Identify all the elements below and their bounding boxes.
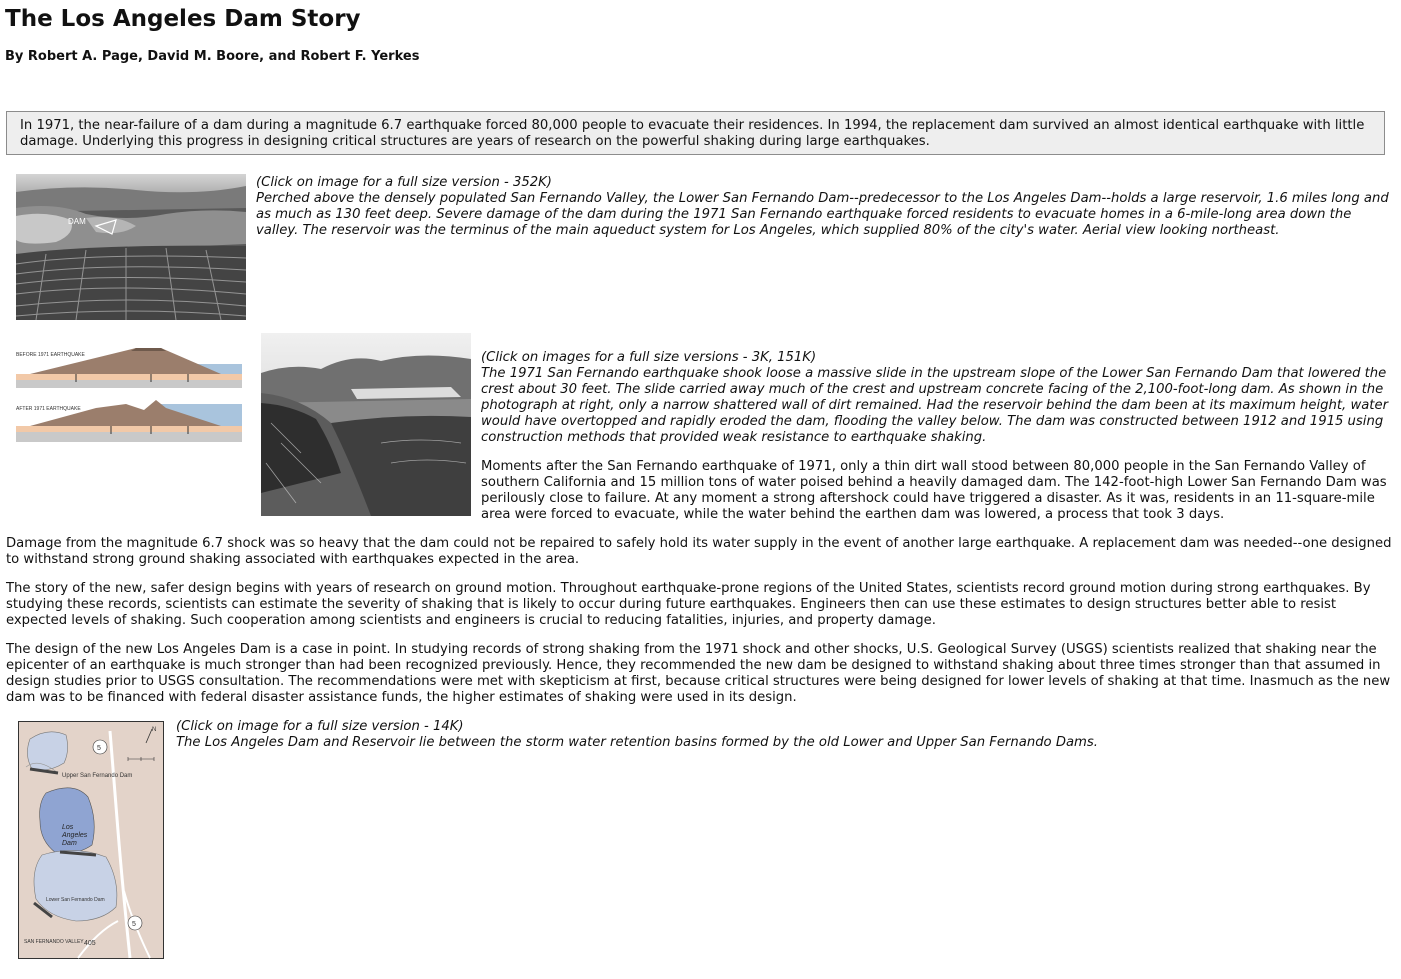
abstract-text: In 1971, the near-failure of a dam during a magnitude 6.7 earthquake forced 80,000 people to evacuate their residences. In 1994, the replacement dam survived an almost identical earthquake with little damage. Underlying this progress in designing critical structures are years of research on the powerful shaking during large earthquakes. bbox=[20, 118, 1365, 149]
hwy-5-lower: 5 bbox=[132, 921, 136, 928]
hwy-405: 405 bbox=[84, 940, 96, 947]
design-paragraph: The design of the new Los Angeles Dam is a case in point. In studying records of strong shaking from the 1971 shock and other shocks, U.S. Geological Survey (USGS) scientists realized that shaking near the epicenter of an earthquake is much stronger than had been recognized previously. Hence, they recommended the new dam be designed to withstand shaking about three times stronger than that assumed in design studies prior to USGS consultation. The recommendations were met with skepticism at first, because critical structures were being designed for lower levels of shaking at that time. Inasmuch as the new dam was to be financed with federal disaster assistance funds, the higher estimates of shaking were used in its design. bbox=[6, 642, 1391, 705]
damage-paragraph: Damage from the magnitude 6.7 shock was so heavy that the dam could not be repaired to safely hold its water supply in the event of another large earthquake. A replacement dam was needed--one designed to withstand strong ground shaking associated with earthquakes expected in the area. bbox=[6, 536, 1392, 567]
abstract-box bbox=[6, 111, 1385, 155]
byline: By Robert A. Page, David M. Boore, and Robert F. Yerkes bbox=[5, 49, 420, 64]
damaged-dam-photo-link[interactable] bbox=[261, 333, 471, 516]
story-paragraph: The story of the new, safer design begins with years of research on ground motion. Throughout earthquake-prone regions of the United States, scientists record ground motion during strong earthquakes. By studying these records, scientists can estimate the severity of shaking that is likely to occur during future earthquakes. Engineers then can use these estimates to design structures better able to resist expected levels of shaking. Such cooperation among scientists and engineers is crucial to reducing fatalities, injuries, and property damage. bbox=[6, 581, 1371, 628]
cross-section-link[interactable] bbox=[16, 342, 242, 444]
aerial-photo bbox=[16, 174, 246, 320]
aerial-photo-link[interactable] bbox=[16, 174, 246, 320]
diagram-before-label: BEFORE 1971 EARTHQUAKE bbox=[16, 352, 85, 358]
figure2-caption bbox=[481, 350, 1391, 446]
diagram-after-label: AFTER 1971 EARTHQUAKE bbox=[16, 406, 81, 412]
cross-section-diagram bbox=[16, 342, 242, 444]
damaged-dam-photo bbox=[261, 333, 471, 516]
figure3-caption bbox=[176, 719, 1376, 751]
la-dam-label-1: Los bbox=[62, 824, 74, 831]
figure1-caption-link[interactable]: (Click on image for a full size version - 352K) bbox=[256, 175, 552, 190]
lower-dam-label: Lower San Fernando Dam bbox=[46, 897, 105, 903]
figure3-caption-text: The Los Angeles Dam and Reservoir lie between the storm water retention basins formed by the old Lower and Upper San Fernando Dams. bbox=[176, 735, 1098, 750]
figure3-caption-link[interactable]: (Click on image for a full size version - 14K) bbox=[176, 719, 464, 734]
valley-label: SAN FERNANDO VALLEY bbox=[24, 939, 84, 945]
north-arrow: N bbox=[152, 727, 157, 733]
dam-photo-label: DAM bbox=[68, 217, 86, 226]
reservoir-map bbox=[18, 721, 164, 959]
hwy-5-upper: 5 bbox=[97, 745, 101, 752]
moments-paragraph: Moments after the San Fernando earthquake of 1971, only a thin dirt wall stood between 80,000 people in the San Fernando Valley of southern California and 15 million tons of water poised behind a heavily damaged dam. The 142-foot-high Lower San Fernando Dam was perilously close to failure. At any moment a strong aftershock could have triggered a disaster. As it was, residents in an 11-square-mile area were forced to evacuate, while the water behind the earthen dam was lowered, a process that took 3 days. bbox=[481, 459, 1387, 522]
reservoir-map-link[interactable] bbox=[18, 721, 164, 959]
figure2-caption-link[interactable]: (Click on images for a full size versions - 3K, 151K) bbox=[481, 350, 817, 365]
figure1-caption-text: Perched above the densely populated San Fernando Valley, the Lower San Fernando Dam--predecessor to the Los Angeles Dam--holds a large reservoir, 1.6 miles long and as much as 130 feet deep. Severe damage of the dam during the 1971 San Fernando earthquake forced residents to evacuate homes in a 6-mile-long area down the valley. The reservoir was the terminus of the main aqueduct system for Los Angeles, which supplied 80% of the city's water. Aerial view looking northeast. bbox=[256, 191, 1389, 238]
la-dam-label-2: Angeles bbox=[62, 832, 88, 839]
page-title: The Los Angeles Dam Story bbox=[5, 6, 361, 32]
figure1-caption bbox=[256, 175, 1394, 239]
figure2-caption-text: The 1971 San Fernando earthquake shook loose a massive slide in the upstream slope of the Lower San Fernando Dam that lowered the crest about 30 feet. The slide carried away much of the crest and upstream concrete facing of the 2,100-foot-long dam. As shown in the photograph at right, only a narrow shattered wall of dirt remained. Had the reservoir behind the dam been at its maximum height, water would have overtopped and rapidly eroded the dam, flooding the valley below. The dam was constructed between 1912 and 1915 using construction methods that provided weak resistance to earthquake shaking. bbox=[481, 366, 1389, 445]
upper-dam-label: Upper San Fernando Dam bbox=[62, 773, 133, 779]
la-dam-label-3: Dam bbox=[62, 840, 77, 847]
